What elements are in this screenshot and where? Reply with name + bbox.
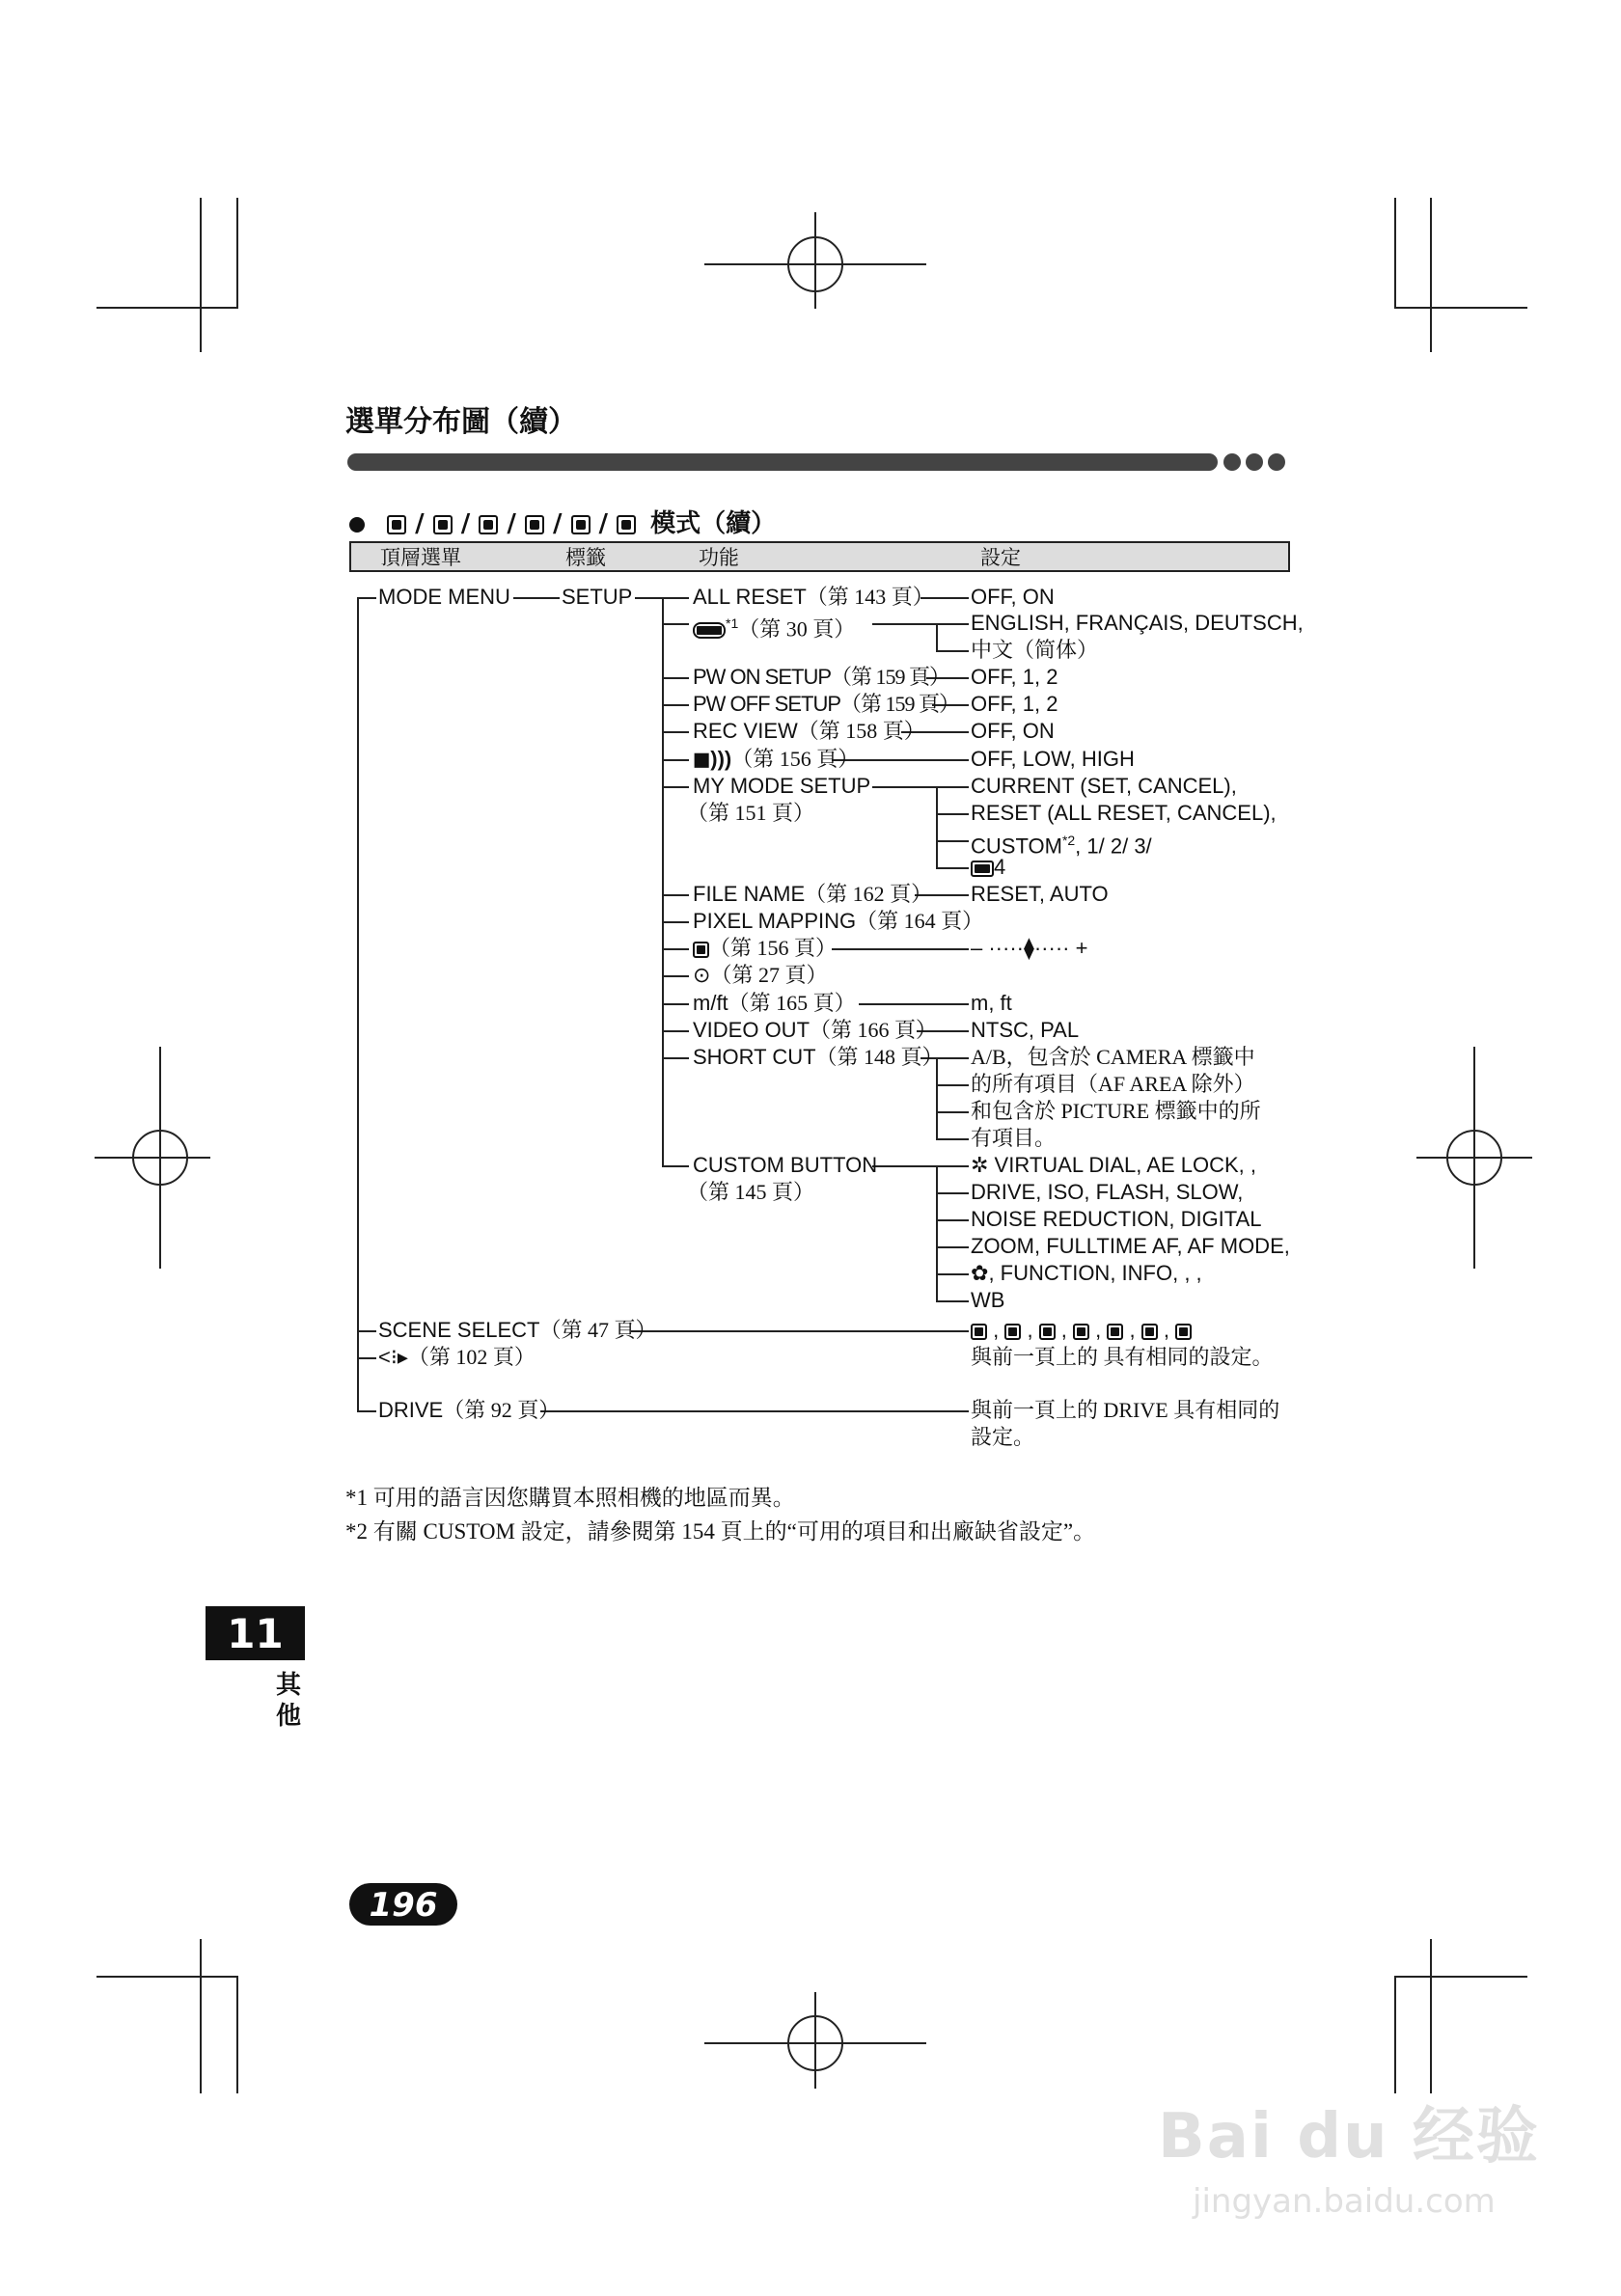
setting-custom-1: ✲ VIRTUAL DIAL, AE LOCK, , bbox=[971, 1153, 1256, 1177]
landscape-mode-icon bbox=[525, 515, 544, 534]
landscape-mode-icon bbox=[1107, 1324, 1123, 1340]
night-scene-mode-icon bbox=[479, 515, 498, 534]
setting-custom-4: ZOOM, FULLTIME AF, AF MODE, bbox=[971, 1234, 1290, 1258]
setting-drive-2: 設定。 bbox=[971, 1425, 1035, 1449]
function-beep: ◼)))（第 156 頁） bbox=[693, 747, 860, 771]
mode-heading: / / / / / 模式（續） bbox=[349, 509, 776, 538]
setting-my-mode-1: CURRENT (SET, CANCEL), bbox=[971, 774, 1237, 798]
setting-my-mode-3: CUSTOM$^{*2}$, 1/ 2/ 3/ bbox=[971, 833, 1152, 859]
chapter-label-2: 他 bbox=[276, 1702, 302, 1731]
chapter-number: 11 bbox=[227, 1610, 284, 1657]
function-my-mode-setup: MY MODE SETUP bbox=[693, 774, 871, 798]
top-menu-drive: DRIVE（第 92 頁） bbox=[378, 1398, 561, 1422]
scene-mode-icon bbox=[1039, 1324, 1056, 1340]
function-short-cut: SHORT CUT（第 148 頁） bbox=[693, 1045, 944, 1069]
night-scene-mode-icon bbox=[1073, 1324, 1089, 1340]
column-header-setting: 設定 bbox=[980, 546, 1021, 569]
setting-drive-1: 與前一頁上的 DRIVE 具有相同的 bbox=[971, 1398, 1280, 1422]
chapter-tab bbox=[206, 1606, 305, 1660]
tab-setup: SETUP bbox=[562, 585, 633, 609]
indoor-mode-icon bbox=[1004, 1324, 1021, 1340]
page-title: 選單分布圖（續） bbox=[345, 405, 577, 439]
sport-mode-icon bbox=[617, 515, 636, 534]
setting-m-ft: m, ft bbox=[971, 991, 1012, 1015]
setting-pw-off: OFF, 1, 2 bbox=[971, 692, 1058, 716]
speaker-icon: ◼))) bbox=[693, 747, 732, 771]
language-icon bbox=[693, 622, 726, 639]
column-header-function: 功能 bbox=[699, 546, 739, 569]
function-m-ft: m/ft（第 165 頁） bbox=[693, 991, 856, 1015]
function-file-name: FILE NAME（第 162 頁） bbox=[693, 882, 933, 906]
column-header-top-menu: 頂層選單 bbox=[380, 546, 461, 569]
sport-mode-icon bbox=[1175, 1324, 1192, 1340]
setting-rec-view: OFF, ON bbox=[971, 719, 1055, 743]
setting-language-1: ENGLISH, FRANÇAIS, DEUTSCH, bbox=[971, 611, 1304, 635]
function-pw-on-setup: PW ON SETUP（第 159 頁） bbox=[693, 665, 950, 689]
setting-all-reset: OFF, ON bbox=[971, 585, 1055, 609]
function-my-mode-setup-ref: （第 151 頁） bbox=[687, 801, 815, 825]
column-header-tab: 標籤 bbox=[565, 546, 606, 569]
scene-mode-icon bbox=[433, 515, 453, 534]
page-number: 196 bbox=[369, 1886, 438, 1925]
watermark-url: jingyan.baidu.com bbox=[1193, 2182, 1496, 2221]
crosshair-right bbox=[1416, 1047, 1532, 1269]
setting-short-cut-1: A/B，包含於 CAMERA 標籤中 bbox=[971, 1045, 1255, 1069]
setting-language-2: 中文（简体） bbox=[971, 638, 1099, 662]
setting-custom-2: DRIVE, ISO, FLASH, SLOW, bbox=[971, 1180, 1244, 1204]
crosshair-top bbox=[704, 212, 926, 309]
setting-short-cut-3: 和包含於 PICTURE 標籤中的所 bbox=[971, 1099, 1261, 1123]
top-menu-mode-menu: MODE MENU bbox=[378, 585, 510, 609]
bullet-icon bbox=[349, 517, 365, 533]
top-menu-quality: <⁝▸（第 102 頁） bbox=[378, 1345, 536, 1369]
virtual-dial-icon: ✲ bbox=[971, 1153, 989, 1177]
clock-icon: ⊙ bbox=[693, 963, 711, 987]
portrait-mode-icon bbox=[387, 515, 406, 534]
setting-my-mode-4: 4 bbox=[971, 855, 1005, 880]
watermark-brand: Bai du 经验 bbox=[1158, 2101, 1540, 2173]
table-header bbox=[349, 541, 1290, 572]
title-rule bbox=[347, 453, 1218, 471]
crosshair-left bbox=[95, 1047, 210, 1269]
setting-monitor: – ·····⧫····· + bbox=[971, 936, 1088, 960]
setting-custom-3: NOISE REDUCTION, DIGITAL bbox=[971, 1207, 1262, 1231]
top-menu-scene-select: SCENE SELECT（第 47 頁） bbox=[378, 1318, 657, 1342]
mode-heading-text: 模式（續） bbox=[650, 509, 777, 538]
my-mode-icon bbox=[971, 861, 994, 877]
monitor-brightness-icon bbox=[693, 942, 709, 958]
function-video-out: VIDEO OUT（第 166 頁） bbox=[693, 1018, 938, 1042]
function-rec-view: REC VIEW（第 158 頁） bbox=[693, 719, 925, 743]
function-all-reset: ALL RESET（第 143 頁） bbox=[693, 585, 934, 609]
landscape-portrait-mode-icon bbox=[1141, 1324, 1158, 1340]
setting-scene-select-icons: , , , , , , bbox=[971, 1318, 1192, 1343]
function-custom-button: CUSTOM BUTTON bbox=[693, 1153, 878, 1177]
setting-short-cut-2: 的所有項目（AF AREA 除外） bbox=[971, 1072, 1255, 1096]
portrait-mode-icon bbox=[971, 1324, 987, 1340]
landscape-portrait-mode-icon bbox=[571, 515, 591, 534]
function-clock: ⊙（第 27 頁） bbox=[693, 963, 828, 987]
setting-custom-5: ✿, FUNCTION, INFO, , , bbox=[971, 1261, 1202, 1285]
function-pw-off-setup: PW OFF SETUP（第 159 頁） bbox=[693, 692, 960, 716]
chapter-label-1: 其 bbox=[276, 1671, 302, 1700]
function-custom-button-ref: （第 145 頁） bbox=[687, 1180, 815, 1204]
function-monitor-brightness: （第 156 頁） bbox=[693, 936, 837, 961]
function-language: $^{*1}$（第 30 頁） bbox=[693, 611, 855, 642]
setting-beep: OFF, LOW, HIGH bbox=[971, 747, 1135, 771]
page-number-badge bbox=[349, 1883, 457, 1926]
setting-my-mode-2: RESET (ALL RESET, CANCEL), bbox=[971, 801, 1277, 825]
crosshair-bottom bbox=[704, 1992, 926, 2089]
footnote-1: *1 可用的語言因您購買本照相機的地區而異。 bbox=[345, 1486, 795, 1510]
quality-icon: <⁝▸ bbox=[378, 1345, 408, 1369]
setting-file-name: RESET, AUTO bbox=[971, 882, 1109, 906]
setting-pw-on: OFF, 1, 2 bbox=[971, 665, 1058, 689]
footnote-2: *2 有關 CUSTOM 設定，請參閱第 154 頁上的“可用的項目和出廠缺省設定”。 bbox=[345, 1519, 1096, 1544]
setting-quality: 與前一頁上的 具有相同的設定。 bbox=[971, 1345, 1274, 1369]
function-pixel-mapping: PIXEL MAPPING（第 164 頁） bbox=[693, 909, 984, 933]
macro-icon: ✿ bbox=[971, 1261, 989, 1285]
setting-video-out: NTSC, PAL bbox=[971, 1018, 1080, 1042]
setting-custom-6: WB bbox=[971, 1288, 1005, 1312]
setting-short-cut-4: 有項目。 bbox=[971, 1126, 1057, 1150]
